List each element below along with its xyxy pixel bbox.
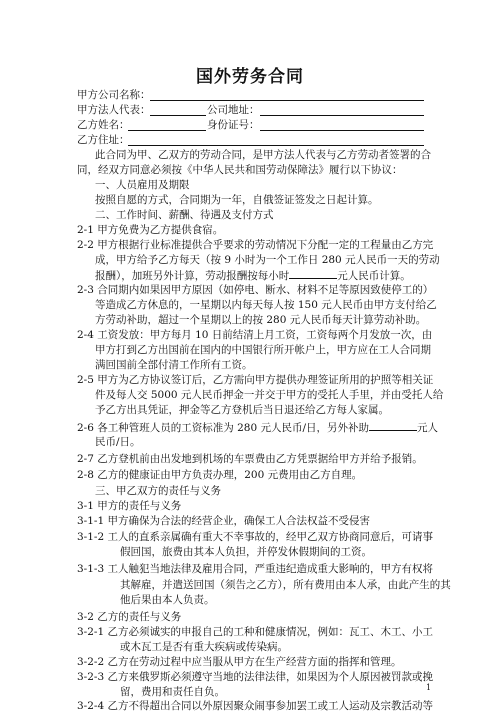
clause-line: 3-2-3 乙方来俄罗斯必须遵守当地的法律法律，如果因为个人原因被罚款或挽 [77,671,433,683]
text-line: 其解雇，并遣送回国（须告之乙方），所有费用由本人承，由此产生的其 [120,579,451,591]
party-b-name-blank [128,130,206,131]
id-number-label: 身份证号： [207,119,260,131]
company-name-blank [150,100,424,101]
clause-line: 2-3 合同期内如果因甲方原因（如停电、断水、材料不足等原因致使停工的） [77,284,434,296]
page-number: 1 [426,683,432,692]
text-fragment: 报酬），加班另外计算，劳动报酬按每小时 [95,270,290,282]
clause-line [77,420,438,435]
text-line: 同，经双方同意必须按《中华人民共和国劳动保障法》履行以下协议： [77,164,403,176]
clause-line: 2-2 甲方根据行业标准提供合乎要求的劳动情况下分配一定的工程量由乙方完 [77,239,434,251]
text-line: 他后果由本人负责。 [120,594,215,606]
subsection-heading: 3-1 甲方的责任与义务 [77,500,182,512]
clause-line: 3-1-1 甲方确保为合法的经营企业，确保工人合法权益不受侵害 [77,515,370,527]
text-line: 此合同为甲、乙双方的劳动合同，是甲方法人代表与乙方劳动者签署的合 [95,149,431,161]
clause-line: 2-7 乙方登机前由出发地到机场的车票费由乙方凭票据给甲方并给予报销。 [77,453,423,465]
id-number-blank [260,130,424,131]
text-fragment: 元人 [417,422,438,434]
text-line: 予乙方出具凭证，押金等乙方登机后当日退还给乙方每人家属。 [95,404,389,416]
clause-line: 3-1-3 工人触犯当地法律及雇用合同，严重违纪造成重大影响的，甲方有权将 [77,563,433,575]
subsection-heading: 3-2 乙方的责任与义务 [77,611,182,623]
party-b-address-blank [128,145,424,146]
party-b-address-label: 乙方住址： [77,134,130,146]
company-name-label: 甲方公司名称： [77,89,151,101]
section-heading: 三、甲乙双方的责任与义务 [95,485,221,497]
clause-line: 3-2-2 乙方在劳动过程中应当服从甲方在生产经营方面的指挥和管理。 [77,656,402,668]
text-line: 成，甲方给予乙方每天（按 9 小时为一个工作日 280 元人民币一天的劳动 [95,254,440,266]
text-line: 方劳动补助，超过一个星期以上的按 280 元人民币每天计算劳动补助。 [95,314,427,326]
clause-line: 2-8 乙方的健康证由甲方负责办理，200 元费用由乙方自理。 [77,469,363,481]
legal-rep-blank [150,115,206,116]
text-line: 留，费用和责任自负。 [120,686,225,698]
text-line: 按照自愿的方式，合同期为一年，自俄签证签发之日起计算。 [95,194,379,206]
text-line: 民币/日。 [95,436,141,448]
clause-line: 2-1 甲方免费为乙方提供食宿。 [77,224,224,236]
text-line: 甲方打到乙方出国前在国内的中国银行所开帐户上，甲方应在工人合同期 [95,344,431,356]
allowance-blank [369,420,417,431]
text-fragment: 2-6 各工种管班人员的工资标准为 280 元人民币/日，另外补助 [77,422,369,434]
text-fragment: 元人民币计算。 [337,270,411,282]
hourly-rate-blank [289,268,337,279]
text-line: 等造成乙方休息的，一星期以内每天每人按 150 元人民币由甲方支付给乙 [95,299,437,311]
text-line: 件及每人交 5000 元人民币押金一并交于甲方的受托人手里，并由受托人给 [95,389,444,401]
clause-line: 2-4 工资发放：甲方每月 10 日前结清上月工资，工资每两个月发放一次，由 [77,329,433,341]
party-b-name-label: 乙方姓名： [77,119,130,131]
text-line: 假回国，旅费由其本人负担，并停发休假期间的工资。 [120,546,372,558]
clause-line: 3-1-2 工人的直系亲属确有重大不幸事故的，经甲乙双方协商同意后，可请事 [77,531,433,543]
clause-line: 3-2-4 乙方不得超出合同以外原因聚众闹事参加罢工或工人运动及宗教活动等 [77,700,433,712]
text-line: 满回国前全部付清工作所有工资。 [95,359,253,371]
section-heading: 一、人员雇用及期限 [95,179,190,191]
text-line: 或木瓦工是否有重大疾病或传染病。 [120,641,288,653]
company-address-blank [260,115,424,116]
page-title: 国外劳务合同 [196,67,304,87]
text-line [95,268,411,283]
clause-line: 2-5 甲方为乙方协议签订后，乙方需向甲方提供办理签证所用的护照等相关证 [77,374,434,386]
section-heading: 二、工作时间、薪酬、待遇及支付方式 [95,209,274,221]
clause-line: 3-2-1 乙方必须诚实的申报自己的工种和健康情况，例如：瓦工、木工、小工 [77,626,433,638]
legal-rep-label: 甲方法人代表： [77,104,151,116]
company-address-label: 公司地址： [207,104,260,116]
